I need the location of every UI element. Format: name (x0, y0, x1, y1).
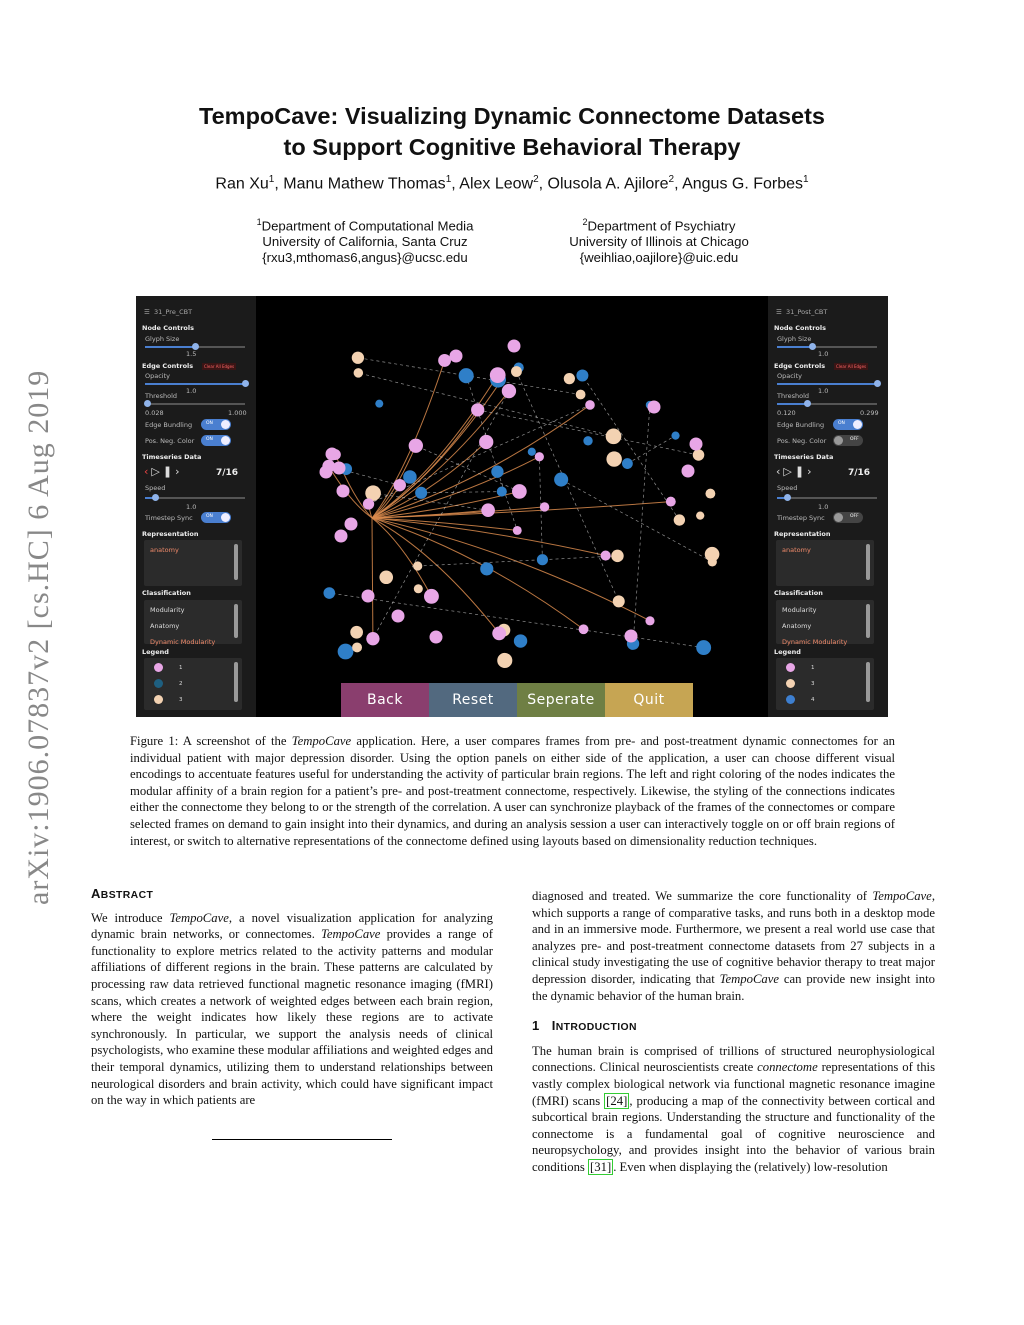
legend-number: 1 (811, 665, 815, 671)
edge-dashed-line (582, 376, 679, 520)
representation-label: Representation (774, 530, 831, 538)
glyph-size-value: 1.0 (818, 350, 829, 358)
scrollbar[interactable] (234, 544, 238, 580)
slider-fill (777, 346, 812, 348)
legend-swatch (786, 679, 795, 688)
author-sep: , (274, 175, 284, 193)
edge-line (372, 518, 373, 639)
edge-bundling-label: Edge Bundling (777, 421, 825, 429)
pos-neg-color-label: Pos. Neg. Color (145, 437, 195, 445)
introduction-heading: 1 INTRODUCTION (532, 1018, 637, 1034)
brain-node (705, 489, 715, 499)
brain-node (323, 587, 335, 599)
brain-node (579, 624, 589, 634)
brain-node (430, 631, 443, 644)
affil-email: {weihliao,oajilore}@uic.edu (579, 250, 739, 266)
brain-node (696, 511, 704, 519)
scrollbar[interactable] (234, 662, 238, 702)
toggle-state: ON (838, 421, 845, 426)
slider-knob[interactable] (809, 343, 816, 350)
prev-frame-icon[interactable]: ‹ (776, 465, 784, 478)
glyph-size-label: Glyph Size (145, 335, 180, 343)
brain-node (576, 390, 586, 400)
brain-node (693, 449, 705, 461)
caption-app-name: TempoCave (291, 734, 352, 748)
representation-list[interactable] (776, 540, 874, 586)
brain-node (479, 435, 493, 449)
edge-controls-label: Edge Controls (142, 362, 194, 370)
brain-node (414, 584, 423, 593)
app-name: TempoCave (872, 889, 932, 903)
brain-node (471, 403, 484, 416)
brain-node (585, 400, 595, 410)
brain-node (508, 340, 521, 353)
brain-node (540, 502, 549, 511)
legend-number: 1 (179, 665, 183, 671)
brain-node (392, 610, 405, 623)
node-controls-label: Node Controls (142, 324, 194, 332)
legend-label: Legend (142, 648, 169, 656)
app-screenshot (136, 296, 888, 717)
brain-node (513, 526, 522, 535)
threshold-min: 0.120 (777, 409, 796, 417)
threshold-label: Threshold (145, 392, 178, 400)
brain-node (606, 451, 621, 466)
timeseries-controls (776, 465, 815, 478)
brain-node (611, 550, 623, 562)
slider-knob[interactable] (784, 494, 791, 501)
threshold-slider[interactable] (777, 403, 877, 405)
caption-text: application. Here, a user compares frames from pre- and post-treatment dynamic connectomes for an individual patient with major depression disorder. Using the option panels on either side of the application, a user can choose different visual encodings to accentuate features useful for understanding the activity of particular brain regions. The left and right coloring of the nodes indicates the modular affinity of a brain region for a patient’s pre- and post-treatment connectome, respectively. Likewise, the styling of the connections indicates either the connectome they belong to or the strength of the correlation. A user can synchronize playback of the frames of the connectomes or compare selected frames on demand to gain insight into their dynamics, and during an analysis session a user can interactively toggle on or off brain regions of interest, or switch to alternative representations of the connectome defined using layouts based on dimensionality reduction techniques. (130, 734, 895, 848)
brain-node (337, 485, 350, 498)
author-name: Alex Leow (459, 175, 534, 193)
author-name: Ran Xu (215, 175, 269, 193)
app-name: TempoCave (321, 927, 381, 942)
play-icon[interactable]: ▷ (151, 465, 163, 478)
slider-fill (145, 346, 195, 348)
reset-button[interactable]: Reset (429, 683, 517, 717)
brain-node (320, 466, 333, 479)
threshold-label: Threshold (777, 392, 810, 400)
brain-node (666, 497, 676, 507)
threshold-max: 1.000 (228, 409, 247, 417)
legend-number: 3 (179, 697, 183, 703)
brain-node (354, 368, 363, 377)
legend-swatch (154, 695, 163, 704)
brain-node (409, 439, 423, 453)
classification-item[interactable]: Modularity (782, 606, 817, 614)
slider-knob[interactable] (144, 400, 151, 407)
brain-node (326, 448, 339, 461)
pause-icon[interactable]: ❚ (162, 465, 176, 478)
toggle-knob (853, 420, 862, 429)
classification-list[interactable] (776, 600, 874, 644)
brain-node (583, 436, 592, 445)
timestep-sync-label: Timestep Sync (145, 514, 193, 522)
author-sep: , (674, 175, 683, 193)
brain-node (682, 465, 695, 478)
brain-node (424, 589, 439, 604)
author-name: Olusola A. Ajilore (547, 175, 669, 193)
toggle-knob (221, 436, 230, 445)
edge-dashed-line (418, 556, 618, 566)
brain-node (613, 595, 625, 607)
brain-node (564, 373, 575, 384)
classification-label: Classification (774, 589, 823, 597)
author-name: Angus G. Forbes (682, 175, 804, 193)
edge-controls-label: Edge Controls (774, 362, 826, 370)
representation-item[interactable]: anatomy (150, 546, 179, 554)
representation-list[interactable] (144, 540, 242, 586)
brain-node (438, 354, 451, 367)
brain-node (576, 370, 588, 382)
brain-node (497, 487, 507, 497)
opacity-label: Opacity (145, 372, 171, 380)
slider-fill (145, 383, 245, 385)
toggle-knob (834, 436, 843, 445)
brain-node (511, 366, 522, 377)
classification-list[interactable] (144, 600, 242, 644)
legend-list (144, 658, 242, 710)
next-frame-icon[interactable]: › (175, 465, 183, 478)
edge-line (372, 518, 606, 556)
separate-button[interactable]: Seperate (517, 683, 605, 717)
author-list (0, 174, 1024, 193)
quit-button[interactable]: Quit (605, 683, 693, 717)
brain-node (335, 530, 348, 543)
brain-node (601, 550, 611, 560)
threshold-min: 0.028 (145, 409, 164, 417)
frame-counter: 7/16 (848, 468, 871, 478)
glyph-size-value: 1.5 (186, 350, 197, 358)
title-line-2: to Support Cognitive Behavioral Therapy (283, 134, 741, 160)
toggle-knob (221, 420, 230, 429)
author-sep: , (451, 175, 460, 193)
scrollbar[interactable] (866, 544, 870, 580)
abstract-continued: diagnosed and treated. We summarize the core functionality of TempoCave, which supports a range of comparative tasks, and runs both in a desktop mode and in an immersive mode. Furthermore, we present a real world use case that analyzes pre- and post-treatment connectome datasets from 27 subjects in a clinical study investigating the use of cognitive behavior therapy to treat major depression disorder, indicating that TempoCave can provide new insight into the dynamic behavior of the human brain. (532, 889, 935, 1003)
edge-dashed-line (627, 436, 675, 464)
brain-node (363, 498, 374, 509)
author-affil: 1 (803, 174, 809, 185)
brain-node (350, 626, 363, 639)
back-button[interactable]: Back (341, 683, 429, 717)
brain-node (512, 484, 527, 499)
glyph-size-slider[interactable] (777, 346, 877, 348)
legend-list (776, 658, 874, 710)
legend-swatch (154, 663, 163, 672)
classification-item[interactable]: Dynamic Modularity (782, 638, 848, 646)
speed-slider[interactable] (145, 497, 245, 499)
app-name: TempoCave (719, 971, 780, 986)
edge-line (372, 518, 584, 629)
timestep-sync-toggle[interactable] (833, 512, 863, 523)
pause-icon[interactable]: ❚ (794, 465, 808, 478)
brain-node (338, 644, 354, 660)
right-column (532, 888, 935, 1176)
brain-node (645, 616, 654, 625)
abstract-section (91, 886, 493, 1109)
dataset-header[interactable]: ☰ 31_Post_CBT (776, 308, 828, 316)
brain-node (481, 503, 495, 517)
edge-line (372, 518, 431, 596)
speed-label: Speed (777, 484, 798, 492)
brain-node (690, 438, 703, 451)
brain-node (492, 626, 506, 640)
threshold-slider[interactable] (145, 403, 245, 405)
brain-node (528, 448, 536, 456)
frame-counter: 7/16 (216, 468, 239, 478)
abstract-body: We introduce TempoCave, a novel visualization application for analyzing dynamic brain networks, or connectomes. TempoCave provides a range of functionality to explore metrics related to the activity patterns and modular affiliations of different regions in the brain. These patterns are calculated by processing raw data retrieved functional magnetic resonance imaging (fMRI) scans, which creates a network of weighted edges between each brain region, where the weight indicates how likely these regions are to activate synchronously. In particular, we support the analysis needs of clinical psychologists, who examine these modular affiliations and weighted edges and their temporal dynamics, utilizing them to understand relationships between neurological disorders and brain activity, which could have significant impact on the way in which patients are (91, 910, 493, 1108)
timeseries-label: Timeseries Data (142, 453, 202, 461)
affil-number: 2 (582, 217, 588, 227)
pos-neg-color-toggle[interactable] (833, 435, 863, 446)
affiliation-1 (250, 214, 480, 266)
brain-node (403, 470, 416, 483)
brain-node (491, 466, 503, 478)
legend-swatch (154, 679, 163, 688)
slider-knob[interactable] (242, 380, 249, 387)
affil-univ: University of Illinois at Chicago (569, 234, 749, 250)
play-icon[interactable]: ▷ (783, 465, 795, 478)
toggle-state: ON (206, 437, 213, 442)
caption-label: Figure 1: A screenshot of the (130, 734, 292, 748)
timeseries-label: Timeseries Data (774, 453, 834, 461)
classification-item[interactable]: Dynamic Modularity (150, 638, 216, 646)
legend-number: 3 (811, 681, 815, 687)
edge-bundling-toggle[interactable] (201, 419, 231, 430)
pos-neg-color-label: Pos. Neg. Color (777, 437, 827, 445)
brain-node (535, 452, 544, 461)
paper-title (0, 101, 1024, 163)
slider-knob[interactable] (874, 380, 881, 387)
clear-edges-button[interactable]: Clear All Edges (204, 364, 235, 369)
next-frame-icon[interactable]: › (807, 465, 815, 478)
toggle-knob (834, 513, 843, 522)
arxiv-identifier: arXiv:1906.07837v2 [cs.HC] 6 Aug 2019 (22, 369, 55, 905)
glyph-size-slider[interactable] (145, 346, 245, 348)
slider-fill (777, 383, 877, 385)
opacity-label: Opacity (777, 372, 803, 380)
dataset-name: 31_Post_CBT (785, 308, 828, 316)
brain-node (375, 400, 383, 408)
threshold-max: 0.299 (860, 409, 879, 417)
brain-node (648, 401, 661, 414)
brain-node (333, 462, 346, 475)
timestep-sync-toggle[interactable] (201, 512, 231, 523)
author-affil: 1 (268, 174, 275, 185)
toggle-state: OFF (850, 437, 859, 442)
brain-node (502, 384, 516, 398)
glyph-size-label: Glyph Size (777, 335, 812, 343)
classification-item[interactable]: Anatomy (150, 622, 180, 630)
node-controls-label: Node Controls (774, 324, 826, 332)
brain-node (459, 368, 474, 383)
dataset-header[interactable]: ☰ 31_Pre_CBT (144, 308, 193, 316)
slider-knob[interactable] (152, 494, 159, 501)
right-options-panel (768, 296, 888, 717)
scrollbar[interactable] (866, 604, 870, 638)
edge-line (372, 375, 498, 518)
edge-dashed-line (633, 405, 650, 644)
timeseries-controls (144, 465, 183, 478)
edge-dashed-line (478, 410, 699, 455)
speed-value: 1.0 (818, 503, 829, 511)
left-options-panel (136, 296, 256, 717)
brain-node (537, 554, 548, 565)
brain-node (497, 653, 512, 668)
brain-node (352, 352, 364, 364)
brain-node (345, 518, 358, 531)
citation-link[interactable]: [31] (590, 1159, 612, 1174)
bottom-button-bar (341, 683, 693, 717)
opacity-value: 1.0 (818, 387, 829, 395)
title-line-1: TempoCave: Visualizing Dynamic Connectome Datasets (199, 103, 825, 129)
author-name: Manu Mathew Thomas (283, 175, 446, 193)
brain-node (413, 561, 422, 570)
dataset-name: 31_Pre_CBT (153, 308, 193, 316)
brain-node (622, 458, 633, 469)
affil-dept: Department of Computational Media (261, 218, 474, 234)
classification-item[interactable]: Anatomy (782, 622, 812, 630)
affil-number: 1 (256, 217, 262, 227)
edge-bundling-label: Edge Bundling (145, 421, 193, 429)
toggle-state: ON (206, 514, 213, 519)
edge-dashed-line (358, 373, 613, 436)
app-name: TempoCave (169, 910, 229, 925)
speed-value: 1.0 (186, 503, 197, 511)
clear-edges-button[interactable]: Clear All Edges (836, 364, 867, 369)
emphasis: connectome (757, 1060, 818, 1075)
author-affil: 2 (533, 174, 539, 185)
brain-node (708, 557, 717, 566)
classification-label: Classification (142, 589, 191, 597)
opacity-slider[interactable] (145, 383, 245, 385)
brain-node (415, 487, 427, 499)
slider-fill (777, 403, 807, 405)
opacity-value: 1.0 (186, 387, 197, 395)
affiliation-2 (544, 214, 774, 266)
brain-node (674, 514, 685, 525)
representation-label: Representation (142, 530, 199, 538)
brain-node (554, 473, 568, 487)
brain-node (394, 479, 406, 491)
edge-bundling-toggle[interactable] (833, 419, 863, 430)
introduction-body: The human brain is comprised of trillions of structured neurophysiological connections. Clinical neuroscientists create connectome representations of this vastly complex biological network via functional magnetic resonance imagine (fMRI) scans [24] , producing a map of the connectivity between cortical and subcortical brain regions. Understanding the structure and functionality of the connectome is a fundamental goal of cognitive neuroscience and neuropsychology, and provides insight into the behavior of various brain conditions [31] . Even when displaying the (relatively) low-resolution (532, 1043, 936, 1174)
timestep-sync-label: Timestep Sync (777, 514, 825, 522)
legend-swatch (786, 663, 795, 672)
brain-node (450, 350, 463, 363)
speed-slider[interactable] (777, 497, 877, 499)
brain-node (696, 640, 711, 655)
brain-node (480, 562, 493, 575)
legend-number: 4 (811, 697, 815, 703)
toggle-state: OFF (850, 514, 859, 519)
citation-link[interactable]: [24] (606, 1093, 628, 1108)
slider-knob[interactable] (192, 343, 199, 350)
author-sep: , (538, 175, 548, 193)
abstract-heading: ABSTRACT (91, 886, 154, 901)
brain-node (606, 429, 622, 445)
slider-knob[interactable] (804, 400, 811, 407)
brain-node (362, 590, 375, 603)
brain-node (366, 632, 379, 645)
opacity-slider[interactable] (777, 383, 877, 385)
scrollbar[interactable] (234, 604, 238, 638)
edge-dashed-line (561, 480, 712, 562)
affil-univ: University of California, Santa Cruz (262, 234, 468, 250)
prev-frame-icon[interactable]: ‹ (144, 465, 152, 478)
legend-number: 2 (179, 681, 183, 687)
pos-neg-color-toggle[interactable] (201, 435, 231, 446)
speed-label: Speed (145, 484, 166, 492)
toggle-state: ON (206, 421, 213, 426)
brain-node (352, 642, 362, 652)
brain-node (671, 432, 679, 440)
author-affil: 1 (445, 174, 452, 185)
scrollbar[interactable] (866, 662, 870, 702)
brain-node (379, 570, 393, 584)
footnote-rule (212, 1139, 392, 1140)
legend-swatch (786, 695, 795, 704)
brain-node (490, 367, 506, 383)
legend-label: Legend (774, 648, 801, 656)
toggle-knob (221, 513, 230, 522)
figure-caption (130, 733, 895, 849)
classification-item[interactable]: Modularity (150, 606, 185, 614)
affil-dept: Department of Psychiatry (587, 218, 736, 234)
representation-item[interactable]: anatomy (782, 546, 811, 554)
author-affil: 2 (668, 174, 675, 185)
affil-email: {rxu3,mthomas6,angus}@ucsc.edu (262, 250, 468, 266)
brain-node (514, 634, 527, 647)
brain-node (625, 630, 638, 643)
